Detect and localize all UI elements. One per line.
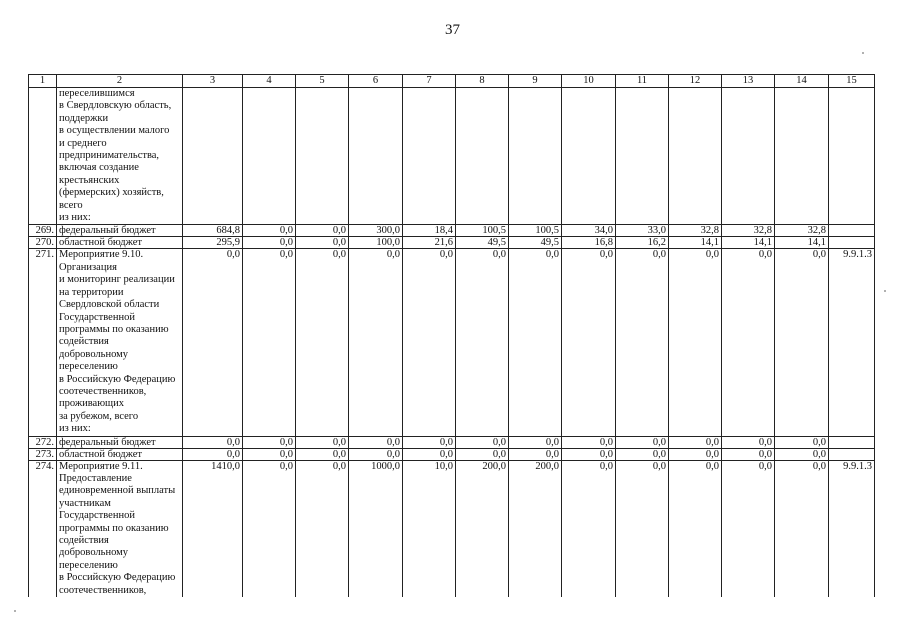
row-name: Мероприятие 9.11. Предоставление единовременной выплаты участникам Государственной программы по оказанию содействия добровольному переселению в Российскую Федерацию соотечественников,: [57, 460, 183, 597]
cell-value: 1410,0: [183, 460, 243, 597]
row-index: 274.: [29, 460, 57, 597]
cell-value: [183, 88, 243, 225]
cell-value: 0,0: [616, 249, 669, 436]
cell-value: 0,0: [775, 436, 829, 448]
row-index: 270.: [29, 237, 57, 249]
cell-value: 0,0: [509, 436, 562, 448]
cell-value: [722, 88, 775, 225]
cell-value: 0,0: [616, 436, 669, 448]
row-name: федеральный бюджет: [57, 225, 183, 237]
table-row: [29, 448, 875, 460]
header-row: [29, 75, 875, 88]
cell-value: 0,0: [183, 249, 243, 436]
cell-value: [616, 88, 669, 225]
cell-value: 0,0: [243, 237, 296, 249]
cell-value: 0,0: [243, 225, 296, 237]
row-index: 273.: [29, 448, 57, 460]
cell-value: 0,0: [403, 436, 456, 448]
cell-value: [775, 88, 829, 225]
cell-value: 295,9: [183, 237, 243, 249]
cell-value: 0,0: [775, 249, 829, 436]
cell-value: 10,0: [403, 460, 456, 597]
column-header: 1: [29, 75, 57, 88]
cell-code: [829, 448, 875, 460]
table-row: [29, 249, 875, 436]
row-name: областной бюджет: [57, 448, 183, 460]
cell-value: 0,0: [243, 460, 296, 597]
scan-speck: [14, 610, 16, 612]
row-name: переселившимся в Свердловскую область, поддержки в осуществлении малого и среднего предпринимательства, включая создание крестьянских (фермерских) хозяйств, всего из них:: [57, 88, 183, 225]
cell-value: 0,0: [722, 436, 775, 448]
cell-value: 0,0: [669, 448, 722, 460]
column-header: 3: [183, 75, 243, 88]
cell-value: 0,0: [183, 436, 243, 448]
cell-value: 0,0: [243, 436, 296, 448]
cell-value: 0,0: [296, 436, 349, 448]
cell-value: 0,0: [722, 460, 775, 597]
cell-value: 33,0: [616, 225, 669, 237]
cell-value: [349, 88, 403, 225]
cell-value: 49,5: [456, 237, 509, 249]
cell-value: 32,8: [775, 225, 829, 237]
cell-value: 32,8: [669, 225, 722, 237]
cell-value: 0,0: [616, 448, 669, 460]
column-header: 4: [243, 75, 296, 88]
scan-speck: [884, 290, 886, 292]
cell-value: [669, 88, 722, 225]
page-number: 37: [445, 22, 460, 38]
cell-code: 9.9.1.3: [829, 460, 875, 597]
cell-value: 0,0: [403, 448, 456, 460]
cell-value: 0,0: [562, 249, 616, 436]
cell-value: 200,0: [456, 460, 509, 597]
table-row: [29, 237, 875, 249]
cell-value: 684,8: [183, 225, 243, 237]
cell-value: 0,0: [669, 460, 722, 597]
cell-value: 34,0: [562, 225, 616, 237]
cell-value: 0,0: [296, 448, 349, 460]
row-index: [29, 88, 57, 225]
cell-value: 0,0: [722, 448, 775, 460]
cell-value: 100,0: [349, 237, 403, 249]
column-header: 11: [616, 75, 669, 88]
cell-value: [456, 88, 509, 225]
cell-value: [296, 88, 349, 225]
cell-value: 0,0: [562, 436, 616, 448]
table-row: [29, 88, 875, 225]
table-row: [29, 436, 875, 448]
cell-value: 18,4: [403, 225, 456, 237]
cell-value: [403, 88, 456, 225]
column-header: 15: [829, 75, 875, 88]
cell-value: 0,0: [403, 249, 456, 436]
cell-value: [562, 88, 616, 225]
cell-value: 0,0: [616, 460, 669, 597]
cell-value: 100,5: [456, 225, 509, 237]
cell-value: 0,0: [456, 436, 509, 448]
cell-value: 1000,0: [349, 460, 403, 597]
cell-value: 49,5: [509, 237, 562, 249]
column-header: 14: [775, 75, 829, 88]
cell-value: 14,1: [775, 237, 829, 249]
cell-value: [509, 88, 562, 225]
cell-value: 0,0: [296, 237, 349, 249]
cell-value: 200,0: [509, 460, 562, 597]
table-row: [29, 460, 875, 597]
cell-value: 0,0: [775, 448, 829, 460]
cell-value: 0,0: [669, 436, 722, 448]
column-header: 8: [456, 75, 509, 88]
cell-value: 0,0: [669, 249, 722, 436]
column-header: 6: [349, 75, 403, 88]
cell-value: 14,1: [669, 237, 722, 249]
cell-value: 300,0: [349, 225, 403, 237]
cell-value: 0,0: [183, 448, 243, 460]
cell-value: 0,0: [349, 448, 403, 460]
row-index: 272.: [29, 436, 57, 448]
cell-value: [243, 88, 296, 225]
cell-value: 0,0: [243, 448, 296, 460]
cell-value: 0,0: [243, 249, 296, 436]
column-header: 9: [509, 75, 562, 88]
cell-value: 0,0: [296, 249, 349, 436]
row-index: 271.: [29, 249, 57, 436]
cell-code: [829, 237, 875, 249]
budget-table: [28, 74, 875, 597]
cell-code: [829, 88, 875, 225]
cell-value: 21,6: [403, 237, 456, 249]
column-header: 13: [722, 75, 775, 88]
cell-value: 16,2: [616, 237, 669, 249]
cell-value: 0,0: [349, 436, 403, 448]
cell-value: 0,0: [296, 225, 349, 237]
column-header: 5: [296, 75, 349, 88]
cell-value: 0,0: [562, 448, 616, 460]
cell-value: 0,0: [562, 460, 616, 597]
row-index: 269.: [29, 225, 57, 237]
cell-value: 0,0: [775, 460, 829, 597]
row-name: областной бюджет: [57, 237, 183, 249]
cell-value: 0,0: [349, 249, 403, 436]
cell-value: 32,8: [722, 225, 775, 237]
row-name: Мероприятие 9.10. Организация и мониторинг реализации на территории Свердловской области Государственной программы по оказанию содействия добровольному переселению в Российскую Федерацию соотечественников, проживающих за рубежом, всего из них:: [57, 249, 183, 436]
column-header: 2: [57, 75, 183, 88]
cell-value: 0,0: [296, 460, 349, 597]
cell-value: 100,5: [509, 225, 562, 237]
cell-value: 16,8: [562, 237, 616, 249]
cell-value: 0,0: [509, 448, 562, 460]
cell-value: 0,0: [456, 249, 509, 436]
row-name: федеральный бюджет: [57, 436, 183, 448]
column-header: 7: [403, 75, 456, 88]
column-header: 12: [669, 75, 722, 88]
scan-speck: [862, 52, 864, 54]
cell-code: 9.9.1.3: [829, 249, 875, 436]
cell-value: 0,0: [509, 249, 562, 436]
column-header: 10: [562, 75, 616, 88]
cell-value: 14,1: [722, 237, 775, 249]
cell-value: 0,0: [456, 448, 509, 460]
table-row: [29, 225, 875, 237]
cell-code: [829, 436, 875, 448]
cell-code: [829, 225, 875, 237]
cell-value: 0,0: [722, 249, 775, 436]
